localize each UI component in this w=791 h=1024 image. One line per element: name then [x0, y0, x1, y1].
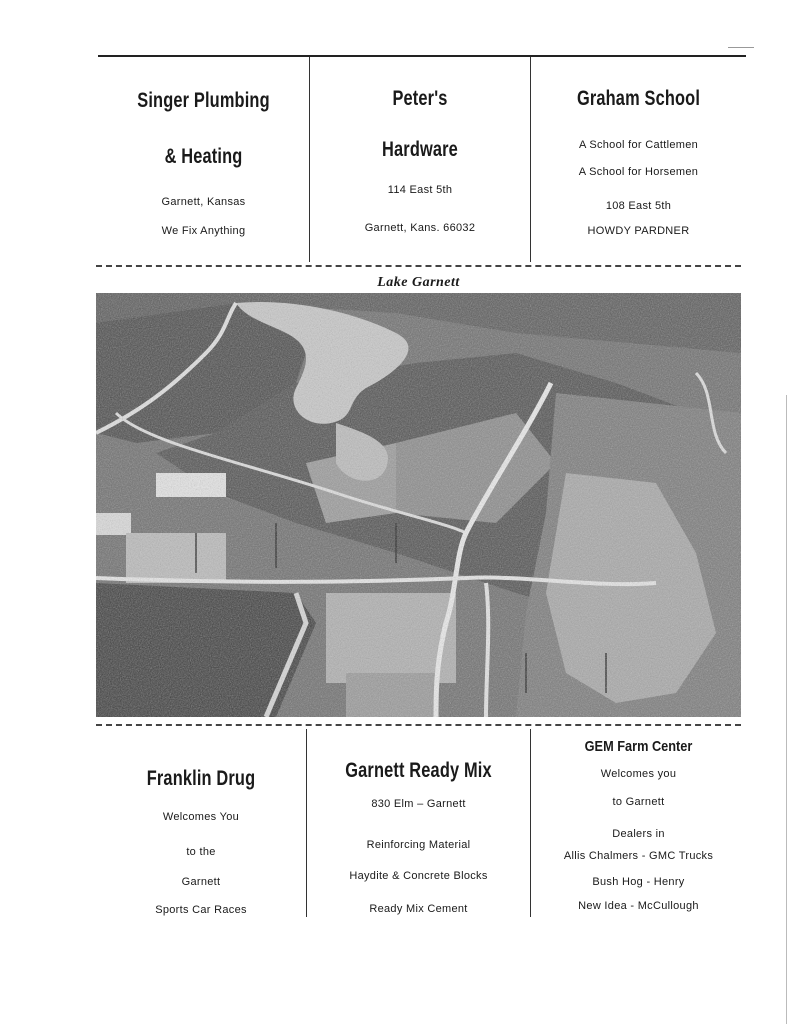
ad-gem-farm-center [531, 729, 746, 917]
ad-title: Hardware [382, 138, 458, 161]
ad-title: & Heating [164, 145, 243, 168]
lake-garnett-aerial-photo [96, 293, 741, 717]
ad-franklin-drug [96, 729, 306, 917]
ad-line: Dealers in [612, 828, 665, 840]
dashed-divider [96, 265, 741, 267]
ad-title: Singer Plumbing [137, 89, 270, 112]
ad-tagline: HOWDY PARDNER [587, 225, 690, 237]
ad-line: A School for Horsemen [578, 166, 699, 178]
ad-line: Welcomes you [600, 768, 677, 780]
photo-caption: Lake Garnett [377, 275, 460, 290]
ad-title: Peter's [392, 87, 448, 110]
ad-line: Garnett [181, 876, 221, 888]
ad-graham-school [531, 57, 746, 262]
page-edge-line [786, 395, 787, 1024]
ad-address: 114 East 5th [387, 184, 453, 196]
ad-line: Reinforcing Material [366, 839, 471, 851]
ad-line: Sports Car Races [155, 904, 247, 916]
ad-line: Allis Chalmers - GMC Trucks [563, 850, 714, 862]
ad-line: Ready Mix Cement [369, 903, 468, 915]
ad-title: GEM Farm Center [584, 738, 693, 755]
ad-title: Franklin Drug [146, 767, 256, 790]
ad-line: New Idea - McCullough [578, 900, 699, 912]
ad-line: to the [186, 846, 216, 858]
ad-line: to Garnett [612, 796, 665, 808]
ad-garnett-ready-mix [307, 729, 530, 917]
dashed-divider [96, 724, 741, 726]
ad-tagline: We Fix Anything [161, 225, 246, 237]
ad-title: Garnett Ready Mix [345, 759, 492, 782]
ad-line: Welcomes You [162, 811, 240, 823]
corner-mark [728, 47, 754, 48]
ad-address: 830 Elm – Garnett [371, 798, 466, 810]
ad-line: A School for Cattlemen [578, 139, 699, 151]
ad-location: Garnett, Kansas [161, 196, 246, 208]
ad-singer-plumbing [98, 57, 309, 262]
ad-title: Graham School [576, 87, 701, 110]
ad-address: 108 East 5th [605, 200, 672, 212]
ad-city: Garnett, Kans. 66032 [364, 222, 476, 234]
ad-line: Haydite & Concrete Blocks [349, 870, 488, 882]
ad-line: Bush Hog - Henry [592, 876, 685, 888]
ad-peters-hardware [310, 57, 530, 262]
